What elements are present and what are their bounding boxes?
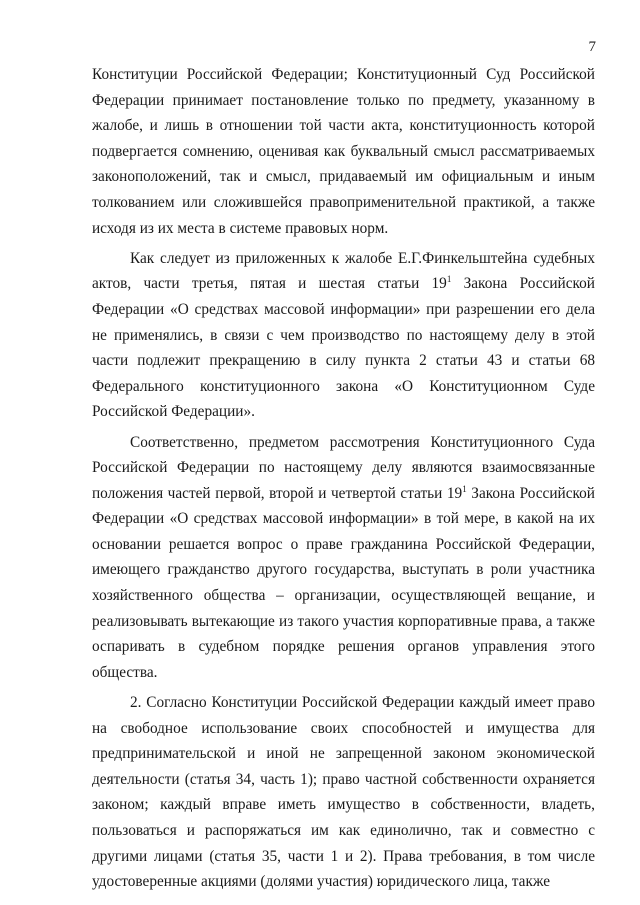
paragraph-text-part: Закона Российской Федерации «О средствах массовой информации» при разрешении его дела не применялись, в связи с чем производство по настоящему делу в этой части подлежит прекращению в силу пункта 2 статьи 43 и статьи 68 Федерального конституционного закона «О Конституционном Суде Российской Федерации». <box>92 275 595 421</box>
paragraph-subject-of-review <box>92 430 595 686</box>
superscript-article-index: 1 <box>446 274 452 285</box>
document-body <box>92 62 595 895</box>
paragraph-continuation: Конституции Российской Федерации; Конституционный Суд Российской Федерации принимает постановление только по предмету, указанному в жалобе, и лишь в отношении той части акта, конституционность которой подвергается сомнению, оценивая как буквальный смысл рассматриваемых законоположений, так и смысл, придаваемый им официальным и иным толкованием или сложившейся правоприменительной практикой, а также исходя из их места в системе правовых норм. <box>92 66 595 237</box>
paragraph-text-part: Соответственно, предметом рассмотрения Конституционного Суда Российской Федерации по настоящему делу являются взаимосвязанные положения частей первой, второй и четвертой статьи 19 <box>92 433 595 502</box>
superscript-article-index: 1 <box>462 483 467 494</box>
paragraph-case-materials <box>92 246 595 425</box>
page-number: 7 <box>588 39 596 55</box>
paragraph-text-part: Закона Российской Федерации «О средствах массовой информации» в той мере, в какой на их основании решается вопрос о праве гражданина Российской Федерации, имеющего гражданство другого государства, выступать в роли участника хозяйственного общества – организации, осуществляющей вещание, и реализовывать вытекающие из такого участия корпоративные права, а также оспаривать в судебном порядке решения органов управления этого общества. <box>92 484 595 681</box>
paragraph-section-2: 2. Согласно Конституции Российской Федерации каждый имеет право на свободное использование своих способностей и имущества для предпринимательской и иной не запрещенной законом экономической деятельности (статья 34, часть 1); право частной собственности охраняется законом; каждый вправе иметь имущество в собственности, владеть, пользоваться и распоряжаться им как единолично, так и совместно с другими лицами (статья 35, части 1 и 2). Права требования, в том числе удостоверенные акциями (долями участия) юридического лица, также <box>92 694 595 891</box>
paragraph-text-part: Как следует из приложенных к жалобе Е.Г.Финкельштейна судебных актов, части третья, пятая и шестая статьи 19 <box>92 249 595 293</box>
